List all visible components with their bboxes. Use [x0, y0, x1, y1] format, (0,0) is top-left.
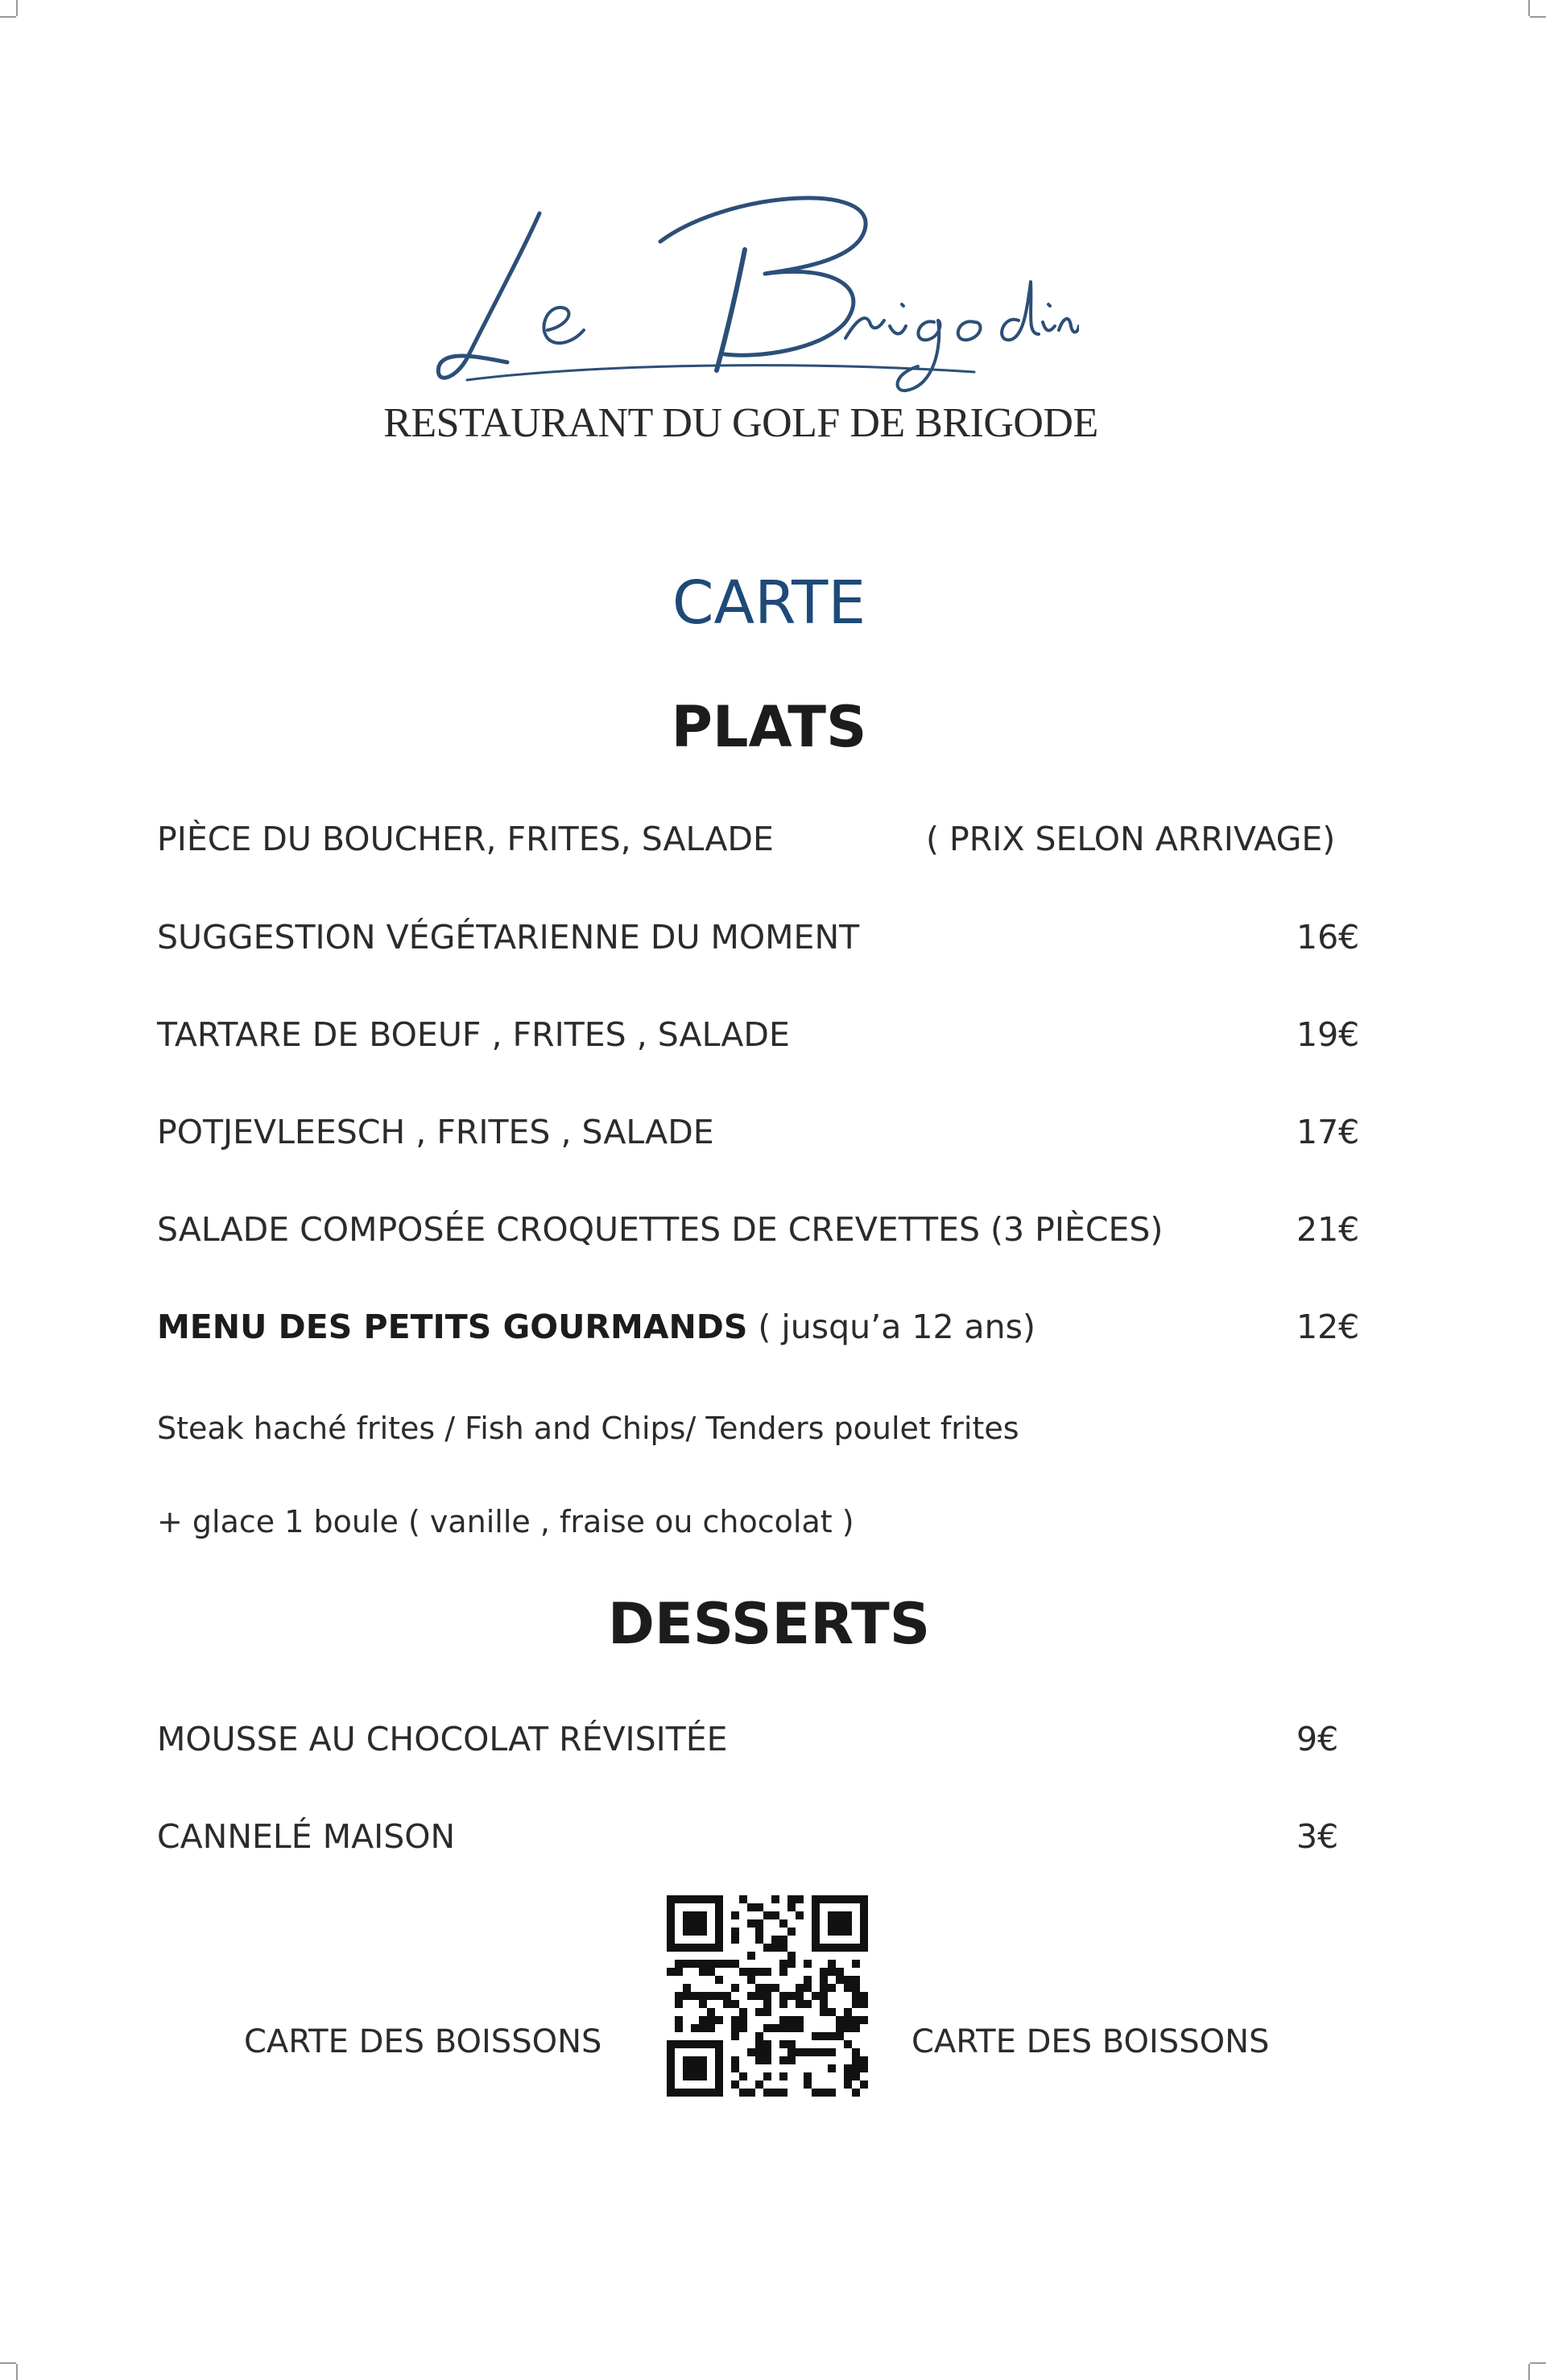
- restaurant-subtitle: RESTAURANT DU GOLF DE BRIGODE: [383, 400, 1098, 446]
- kids-menu-title: MENU DES PETITS GOURMANDS: [157, 1308, 748, 1346]
- menu-item-name: SALADE COMPOSÉE CROQUETTES DE CREVETTES (3 PIÈCES): [157, 1210, 1164, 1249]
- kids-menu-price: 12€: [1296, 1308, 1360, 1346]
- dessert-item-name: MOUSSE AU CHOCOLAT RÉVISITÉE: [157, 1720, 728, 1758]
- kids-menu-name: [157, 1303, 1035, 1351]
- dessert-item: [157, 1715, 1365, 1763]
- dessert-item: [157, 1812, 1365, 1861]
- menu-item: [157, 1108, 1365, 1156]
- crop-mark: [1530, 16, 1546, 18]
- menu-item-price: 21€: [1296, 1210, 1360, 1249]
- kids-menu-dessert: + glace 1 boule ( vanille , fraise ou chocolat ): [157, 1504, 854, 1539]
- menu-item-name: TARTARE DE BOEUF , FRITES , SALADE: [157, 1015, 790, 1054]
- crop-mark: [1528, 0, 1530, 16]
- menu-item-name: PIÈCE DU BOUCHER, FRITES, SALADE: [157, 820, 774, 858]
- drinks-menu-label-right[interactable]: CARTE DES BOISSONS: [911, 2023, 1270, 2060]
- menu-item-price: 19€: [1296, 1015, 1360, 1054]
- crop-mark: [0, 2362, 16, 2364]
- menu-item-price: 17€: [1296, 1113, 1360, 1151]
- drinks-menu-qr-code[interactable]: [667, 1895, 868, 2097]
- menu-item: [157, 913, 1365, 961]
- kids-menu-age: ( jusqu’a 12 ans): [747, 1308, 1036, 1346]
- kids-menu-item: [157, 1303, 1365, 1351]
- kids-menu-description: Steak haché frites / Fish and Chips/ Tenders poulet frites: [157, 1411, 1019, 1446]
- menu-item: [157, 815, 1365, 863]
- dessert-item-name: CANNELÉ MAISON: [157, 1817, 456, 1856]
- logo-text: Le Brigodin: [419, 169, 424, 170]
- menu-item-price: 16€: [1296, 918, 1360, 957]
- plats-heading: PLATS: [671, 694, 867, 760]
- desserts-heading: DESSERTS: [607, 1591, 931, 1657]
- drinks-menu-label-left[interactable]: CARTE DES BOISSONS: [244, 2023, 602, 2060]
- dessert-item-price: 9€: [1296, 1720, 1339, 1758]
- menu-item-price-note: ( PRIX SELON ARRIVAGE): [926, 820, 1336, 858]
- crop-mark: [1528, 2364, 1530, 2380]
- crop-mark: [16, 0, 18, 16]
- dessert-item-price: 3€: [1296, 1817, 1339, 1856]
- crop-mark: [1530, 2362, 1546, 2364]
- menu-item-name: POTJEVLEESCH , FRITES , SALADE: [157, 1113, 714, 1151]
- crop-mark: [0, 16, 16, 18]
- menu-item: [157, 1205, 1365, 1254]
- menu-item: [157, 1010, 1365, 1059]
- restaurant-logo: [419, 169, 1079, 403]
- menu-title: CARTE: [672, 568, 866, 638]
- crop-mark: [16, 2364, 18, 2380]
- menu-item-name: SUGGESTION VÉGÉTARIENNE DU MOMENT: [157, 918, 860, 957]
